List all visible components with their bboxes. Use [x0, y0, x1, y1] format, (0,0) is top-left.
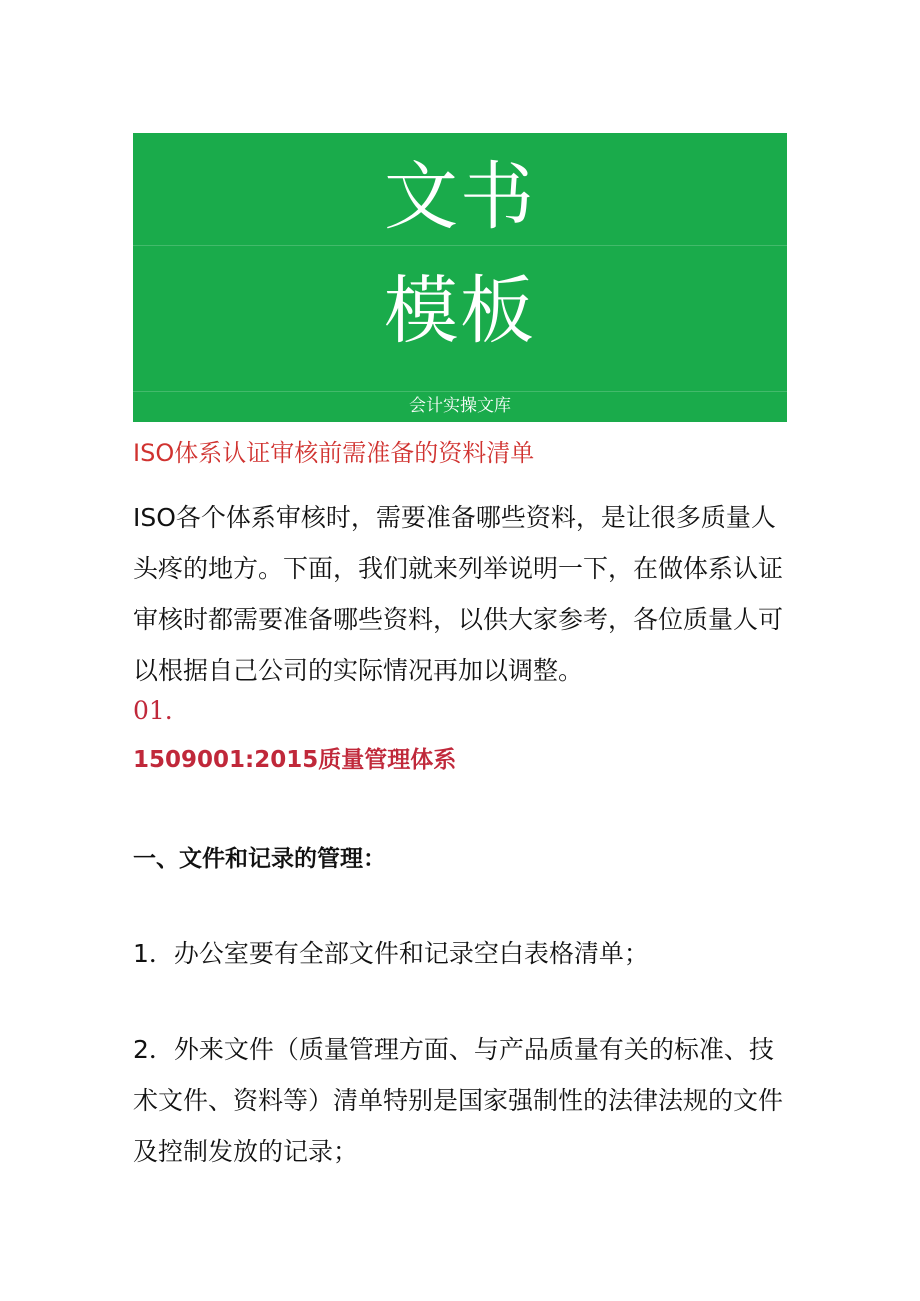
document-title: ISO体系认证审核前需准备的资料清单: [133, 439, 535, 467]
banner-divider: [133, 245, 787, 246]
banner-title-line1: 文书: [384, 154, 536, 240]
list-item: 1．办公室要有全部文件和记录空白表格清单；: [133, 939, 649, 968]
intro-paragraph: ISO各个体系审核时，需要准备哪些资料，是让很多质量人头疼的地方。下面，我们就来列举说明一下，在做体系认证审核时都需要准备哪些资料，以供大家参考，各位质量人可以根据自己公司的实际情况再加以调整。: [133, 503, 784, 685]
subsection-heading: 一、文件和记录的管理：: [133, 846, 386, 872]
section-number: 01.: [133, 696, 173, 725]
banner-caption: 会计实操文库: [409, 396, 511, 416]
list-item: 2．外来文件（质量管理方面、与产品质量有关的标准、技术文件、资料等）清单特别是国家强制性的法律法规的文件及控制发放的记录；: [133, 1035, 784, 1166]
banner-title-line2: 模板: [384, 268, 536, 354]
banner-divider: [133, 391, 787, 392]
section-title: 1509001:2015质量管理体系: [133, 747, 457, 773]
